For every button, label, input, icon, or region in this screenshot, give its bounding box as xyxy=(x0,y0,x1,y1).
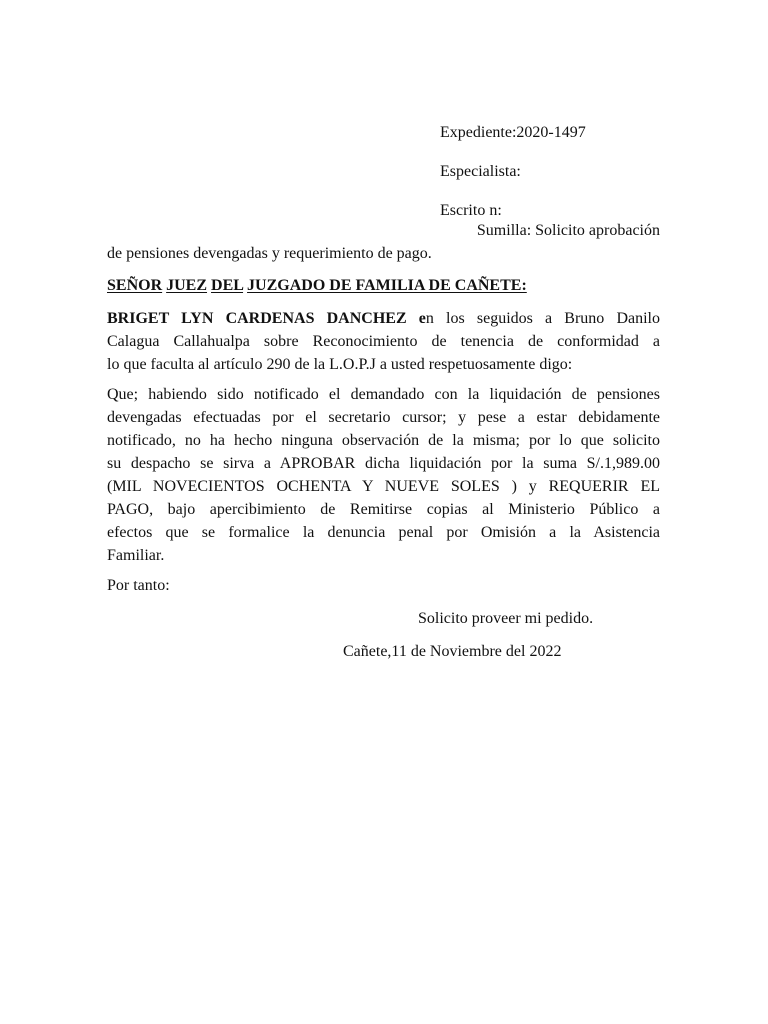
intro-paragraph xyxy=(107,307,660,376)
addressee-heading xyxy=(107,274,660,297)
expediente-line: Expediente:2020-1497 xyxy=(440,124,586,141)
request-line: PAGO, bajo apercibimiento de Remitirse copias al Ministerio Público a xyxy=(107,501,660,518)
request-paragraph xyxy=(107,383,660,567)
request-line: efectos que se formalice la denuncia penal por Omisión a la Asistencia xyxy=(107,524,660,541)
por-tanto: Por tanto: xyxy=(107,577,170,594)
place-and-date: Cañete,11 de Noviembre del 2022 xyxy=(343,643,562,660)
request-line: (MIL NOVECIENTOS OCHENTA Y NUEVE SOLES ) y REQUERIR EL xyxy=(107,478,660,495)
request-line: su despacho se sirva a APROBAR dicha liquidación por la suma S/.1,989.00 xyxy=(107,455,660,472)
request-line: Familiar. xyxy=(107,547,165,564)
addressee-court-name: JUZGADO DE FAMILIA DE CAÑETE: xyxy=(247,277,527,294)
escrito-line: Escrito n: xyxy=(440,202,502,219)
intro-line-2: Calagua Callahualpa sobre Reconocimiento de tenencia de conformidad a xyxy=(107,333,660,350)
especialista-line: Especialista: xyxy=(440,163,521,180)
request-line: devengadas efectuadas por el secretario cursor; y pese a estar debidamente xyxy=(107,409,660,426)
request-line: Que; habiendo sido notificado el demandado con la liquidación de pensiones xyxy=(107,386,660,403)
closing-request: Solicito proveer mi pedido. xyxy=(418,610,594,627)
sumilla xyxy=(107,219,660,265)
addressee-word-juez: JUEZ xyxy=(166,277,208,294)
addressee-word-senor: SEÑOR xyxy=(107,277,163,294)
petitioner-name: BRIGET LYN CARDENAS DANCHEZ e xyxy=(107,310,426,327)
request-line: notificado, no ha hecho ninguna observación de la misma; por lo que solicito xyxy=(107,432,660,449)
intro-line-1-rest: n los seguidos a Bruno Danilo xyxy=(425,310,660,327)
intro-line-1 xyxy=(107,307,660,330)
intro-line-3: lo que faculta al artículo 290 de la L.O.P.J a usted respetuosamente digo: xyxy=(107,356,573,373)
addressee-word-del: DEL xyxy=(211,277,244,294)
sumilla-line-2: de pensiones devengadas y requerimiento de pago. xyxy=(107,245,432,262)
sumilla-line-1: Sumilla: Solicito aprobación xyxy=(476,222,660,239)
